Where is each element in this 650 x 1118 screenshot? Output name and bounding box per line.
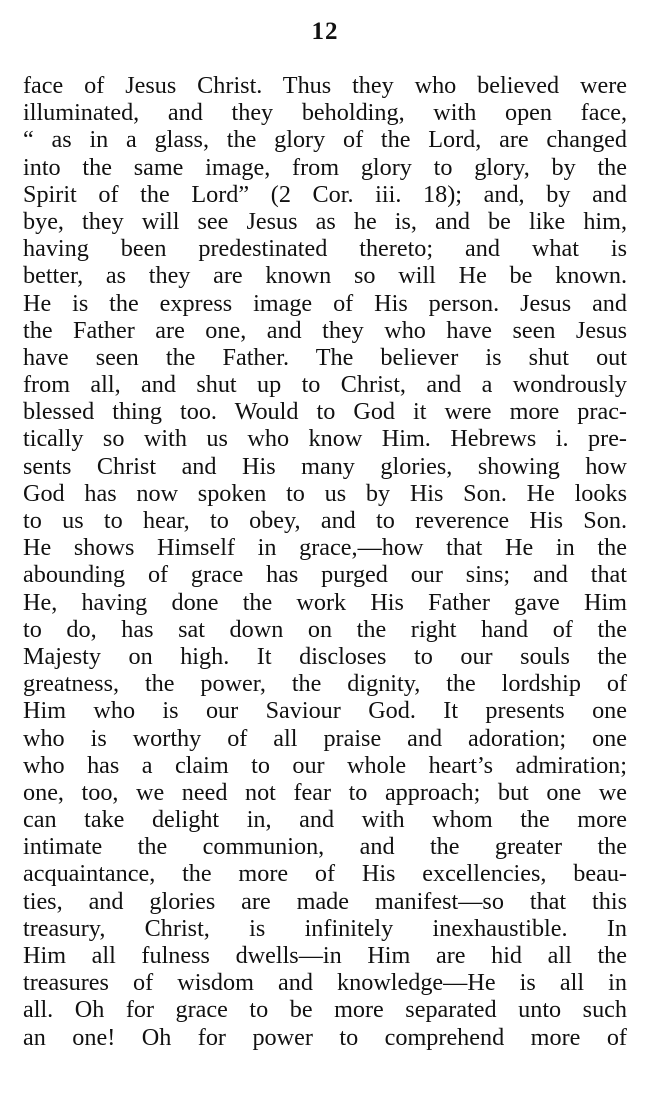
text-line: abounding of grace has purged our sins; and that <box>23 561 627 589</box>
text-line: Majesty on high. It discloses to our souls the <box>23 642 627 670</box>
text-line: blessed thing too. Would to God it were more prac- <box>23 398 627 426</box>
page-number: 12 <box>311 18 339 45</box>
text-line: who is worthy of all praise and adoration; one <box>23 724 627 752</box>
text-line: face of Jesus Christ. Thus they who believed were <box>23 72 627 99</box>
text-line: bye, they will see Jesus as he is, and be like him, <box>23 207 627 235</box>
text-line: He shows Himself in grace,—how that He in the <box>23 534 627 562</box>
text-line: tically so with us who know Him. Hebrews i. pre- <box>23 425 627 453</box>
text-line: God has now spoken to us by His Son. He looks <box>23 479 627 507</box>
text-line: better, as they are known so will He be known. <box>23 262 627 290</box>
text-line: greatness, the power, the dignity, the lordship of <box>23 670 627 698</box>
text-line: can take delight in, and with whom the more <box>23 806 627 834</box>
text-line: acquaintance, the more of His excellencies, beau- <box>23 860 627 888</box>
text-line: sents Christ and His many glories, showing how <box>23 452 627 480</box>
text-line: Him all fulness dwells—in Him are hid all the <box>23 942 627 969</box>
text-line: treasures of wisdom and knowledge—He is all in <box>23 969 627 997</box>
text-line: intimate the communion, and the greater the <box>23 833 627 861</box>
text-line: “ as in a glass, the glory of the Lord, are changed <box>23 126 627 154</box>
text-line: He, having done the work His Father gave Him <box>23 588 627 616</box>
text-line: Spirit of the Lord” (2 Cor. iii. 18); and, by and <box>23 180 627 208</box>
text-line: illuminated, and they beholding, with open face, <box>23 99 627 127</box>
text-line: to do, has sat down on the right hand of the <box>23 615 627 643</box>
text-line: ties, and glories are made manifest—so that this <box>23 887 627 915</box>
text-line: into the same image, from glory to glory, by the <box>23 153 627 181</box>
text-line: He is the express image of His person. Jesus and <box>23 289 627 317</box>
text-line: who has a claim to our whole heart’s admiration; <box>23 751 627 779</box>
text-line: Him who is our Saviour God. It presents one <box>23 697 627 725</box>
text-line: treasury, Christ, is infinitely inexhaustible. In <box>23 914 627 942</box>
text-line: an one! Oh for power to comprehend more of <box>23 1023 627 1051</box>
text-line: the Father are one, and they who have seen Jesus <box>23 316 627 344</box>
text-line: having been predestinated thereto; and what is <box>23 235 627 263</box>
text-line: one, too, we need not fear to approach; but one we <box>23 778 627 806</box>
body-text <box>23 72 627 1051</box>
text-line: have seen the Father. The believer is shut out <box>23 343 627 371</box>
text-line: to us to hear, to obey, and to reverence His Son. <box>23 507 627 534</box>
text-line: all. Oh for grace to be more separated unto such <box>23 996 627 1024</box>
text-line: from all, and shut up to Christ, and a wondrously <box>23 371 627 399</box>
